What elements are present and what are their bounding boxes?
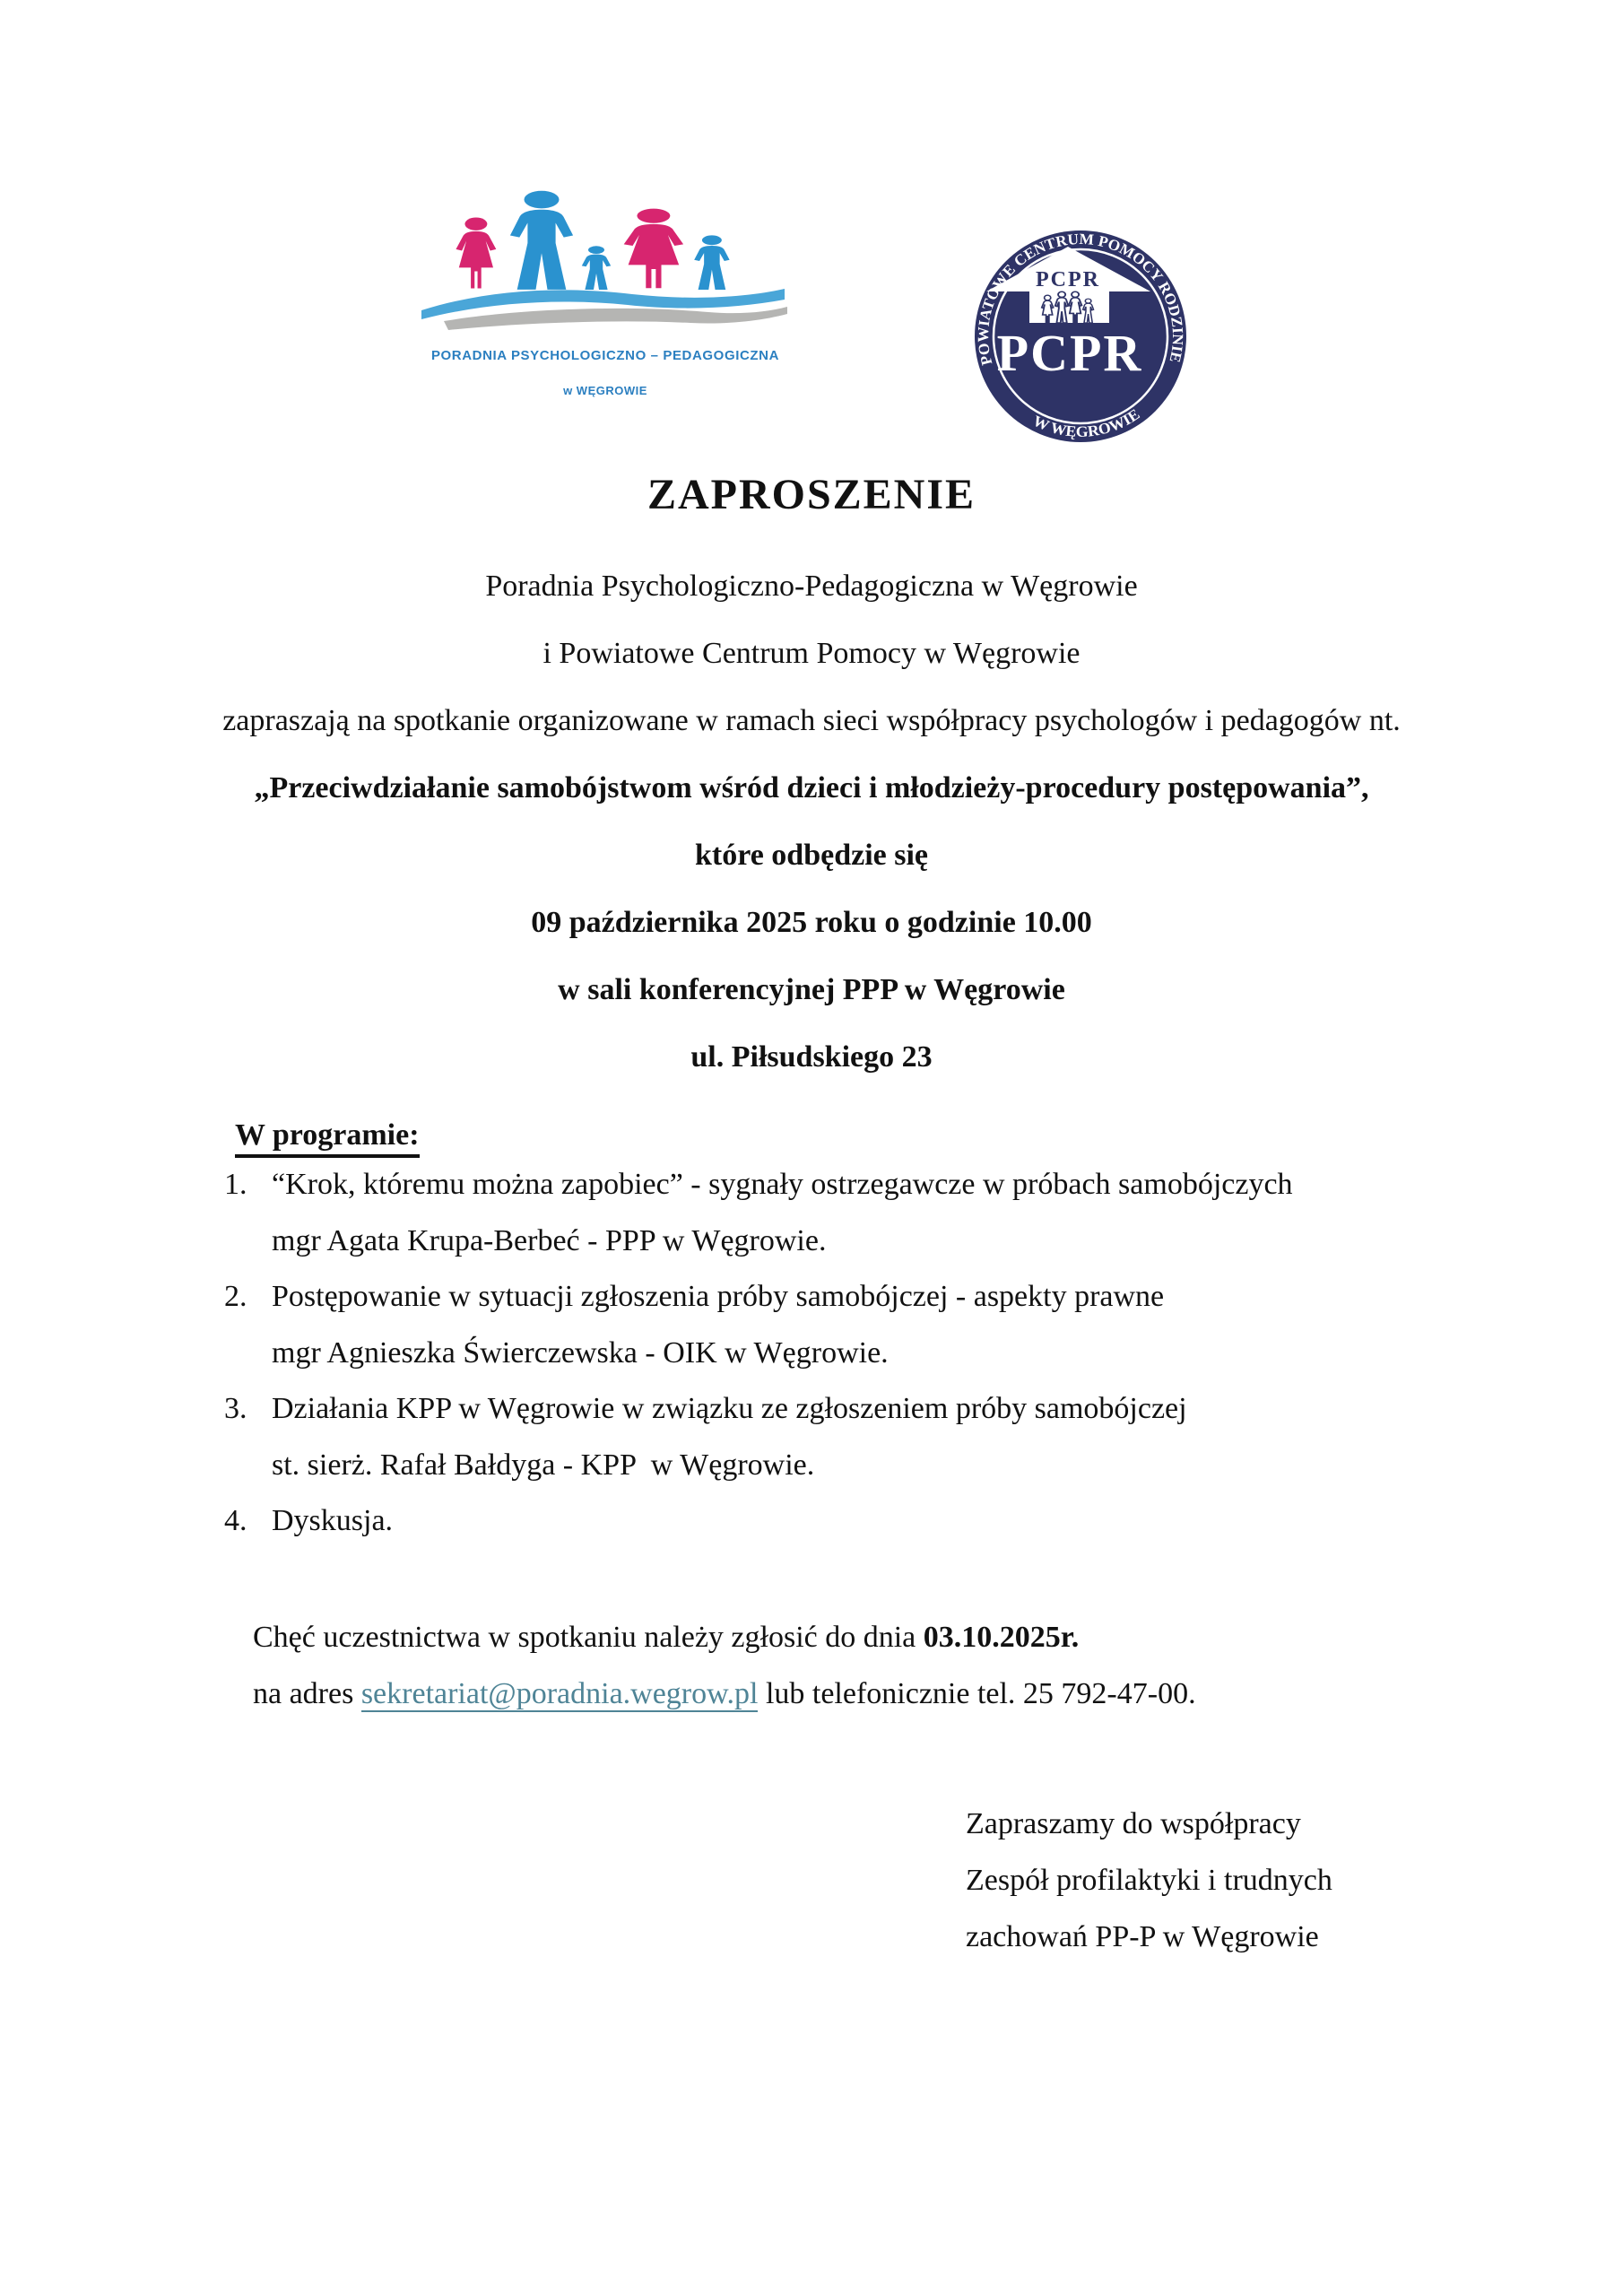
intro-line-which: które odbędzie się — [694, 839, 928, 872]
ppp-logo-subcaption: w WĘGROWIE — [563, 384, 647, 397]
wave-icon — [444, 307, 787, 330]
family-figures-icon — [421, 188, 789, 332]
registration-deadline-line — [253, 1609, 1508, 1665]
contact-email-prefix: na adres — [253, 1677, 361, 1710]
list-item-text: mgr Agnieszka Świerczewska - OIK w Węgrowie. — [272, 1335, 889, 1370]
page-title: ZAPROSZENIE — [647, 471, 976, 518]
meeting-topic: „Przeciwdziałanie samobójstwom wśród dzieci i młodzieży-procedury postępowania”, — [254, 771, 1369, 804]
closing-line-2: Zespół profilaktyki i trudnych — [966, 1864, 1332, 1897]
child-figure-icon — [582, 246, 611, 290]
contact-phone-text: lub telefonicznie tel. 25 792-47-00. — [758, 1677, 1196, 1710]
ppp-logo-caption: PORADNIA PSYCHOLOGICZNO – PEDAGOGICZNA — [430, 348, 780, 363]
program-list — [224, 1157, 1480, 1550]
intro-line-organizer-2: i Powiatowe Centrum Pomocy w Węgrowie — [542, 637, 1081, 670]
list-item — [224, 1157, 1480, 1213]
contact-details-line — [253, 1665, 1508, 1722]
pcpr-ring-text-top: POWIATOWE CENTRUM POMOCY RODZINIE — [975, 230, 1186, 368]
closing-line-3: zachowań PP-P w Węgrowie — [966, 1920, 1319, 1953]
registration-deadline-text: Chęć uczestnictwa w spotkaniu należy zgłosić do dnia — [253, 1621, 924, 1654]
intro-line-invitation: zapraszają na spotkanie organizowane w ramach sieci współpracy psychologów i pedagogów nt. — [222, 704, 1401, 737]
list-item-number: 2. — [224, 1280, 247, 1313]
closing-block — [966, 1796, 1504, 1965]
pcpr-logo — [975, 230, 1186, 442]
list-item-text: Działania KPP w Węgrowie w związku ze zgłoszeniem próby samobójczej — [272, 1392, 1187, 1425]
list-item-text: mgr Agata Krupa-Berbeć - PPP w Węgrowie. — [272, 1223, 827, 1257]
list-item-text: Dyskusja. — [272, 1504, 394, 1537]
man-figure-icon — [510, 191, 573, 290]
pcpr-acronym: PCPR — [996, 324, 1143, 382]
list-item — [224, 1493, 1480, 1550]
program-heading: W programie: — [235, 1118, 420, 1153]
meeting-venue: w sali konferencyjnej PPP w Węgrowie — [558, 973, 1065, 1006]
pcpr-seal-icon — [975, 230, 1186, 442]
contact-block — [253, 1609, 1508, 1722]
intro-block — [0, 552, 1623, 1091]
list-item — [224, 1269, 1480, 1326]
boy-figure-icon — [694, 235, 729, 290]
list-item-text: st. sierż. Rafał Bałdyga - KPP w Węgrowie. — [272, 1448, 815, 1482]
list-item-continuation — [224, 1438, 1480, 1494]
meeting-datetime: 09 października 2025 roku o godzinie 10.00 — [531, 906, 1092, 939]
girl-figure-icon — [456, 218, 496, 289]
list-item-continuation — [224, 1326, 1480, 1382]
list-item-number: 1. — [224, 1168, 247, 1201]
list-item — [224, 1381, 1480, 1438]
woman-figure-icon — [624, 209, 683, 289]
list-item-number: 3. — [224, 1392, 247, 1425]
list-item-text: Postępowanie w sytuacji zgłoszenia próby samobójczej - aspekty prawne — [272, 1280, 1165, 1313]
list-item-continuation — [224, 1213, 1480, 1270]
ppp-logo — [421, 188, 789, 413]
list-item-text: “Krok, któremu można zapobiec” - sygnały ostrzegawcze w próbach samobójczych — [272, 1168, 1293, 1201]
pcpr-ring-text-bottom: W WĘGROWIE — [1030, 405, 1142, 440]
intro-line-organizer-1: Poradnia Psychologiczno-Pedagogiczna w Węgrowie — [485, 570, 1138, 603]
email-link[interactable]: sekretariat@poradnia.wegrow.pl — [360, 1677, 759, 1710]
meeting-address: ul. Piłsudskiego 23 — [690, 1040, 933, 1074]
list-item-number: 4. — [224, 1504, 247, 1537]
pcpr-house-acronym: PCPR — [1036, 268, 1100, 291]
closing-line-1: Zapraszamy do współpracy — [966, 1807, 1301, 1840]
registration-deadline-date: 03.10.2025r. — [923, 1621, 1080, 1654]
